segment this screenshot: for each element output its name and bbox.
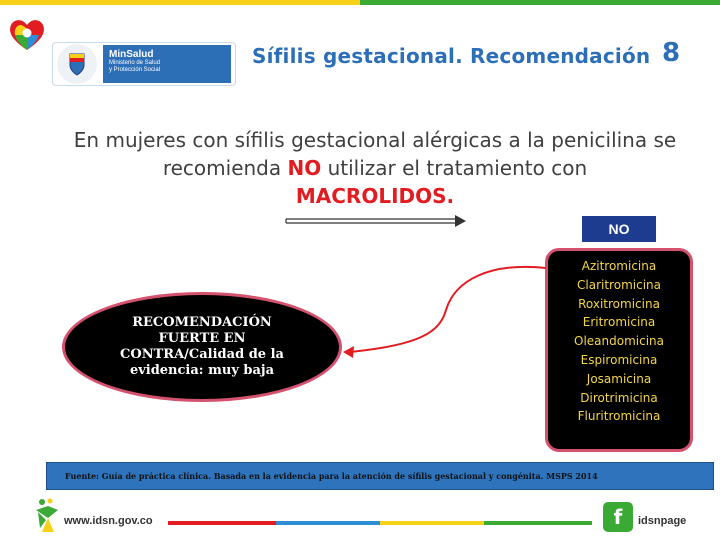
- ministry-subtitle-1: Ministerio de Salud: [109, 60, 161, 66]
- top-bar-green: [360, 0, 720, 5]
- list-item: Roxitromicina: [578, 296, 660, 311]
- colombia-shield-icon: [57, 44, 97, 84]
- macrolides-list: [545, 248, 693, 452]
- statement-highlight-macrolidos: MACROLIDOS.: [295, 184, 455, 208]
- ministry-subtitle-2: y Protección Social: [109, 67, 161, 73]
- facebook-icon[interactable]: f: [603, 502, 633, 532]
- recommendation-statement: [60, 126, 690, 210]
- idsn-logo-icon: [34, 498, 62, 534]
- footer-stripe-blue: [276, 521, 380, 525]
- list-item: Azitromicina: [581, 259, 657, 273]
- list-item: Fluritromicina: [577, 409, 661, 424]
- heart-logo-icon: [8, 16, 46, 52]
- source-bar: [46, 462, 714, 490]
- statement-part-2: utilizar el tratamiento con: [327, 156, 588, 180]
- ministry-name: MinSalud: [109, 49, 154, 60]
- slide-title: Sífilis gestacional. Recomendación: [252, 44, 651, 68]
- website-link[interactable]: www.idsn.gov.co: [64, 515, 153, 527]
- recommendation-line-4: evidencia: muy baja: [129, 363, 275, 378]
- list-item: Espiromicina: [580, 352, 658, 367]
- recommendation-ellipse: [62, 292, 342, 402]
- recommendation-line-3: CONTRA/Calidad de la: [120, 347, 284, 362]
- facebook-handle[interactable]: idsnpage: [638, 515, 687, 527]
- list-item: Eritromicina: [582, 315, 656, 330]
- statement-part-1: En mujeres con sífilis gestacional alérgicas a la penicilina se recomienda: [73, 128, 677, 180]
- minsalud-logo: [52, 42, 236, 86]
- top-color-bar: [0, 0, 720, 5]
- footer-stripe-yellow: [380, 521, 484, 525]
- footer-stripe-green: [484, 521, 592, 525]
- recommendation-line-2: FUERTE EN: [158, 331, 246, 346]
- list-item: Oleandomicina: [574, 334, 664, 349]
- list-item: Claritromicina: [577, 277, 661, 292]
- slide-number: 8: [662, 38, 681, 68]
- no-label: NO: [582, 216, 656, 242]
- top-bar-yellow: [0, 0, 360, 5]
- minsalud-box: [103, 45, 231, 83]
- right-arrow-icon: [285, 214, 467, 228]
- footer-stripe-red: [168, 521, 276, 525]
- recommendation-text: [102, 315, 302, 379]
- source-citation: Fuente: Guía de práctica clínica. Basada en la evidencia para la atención de sífilis gestacional y congénita. MSPS 2014: [65, 471, 598, 481]
- list-item: Dirotrimicina: [580, 390, 658, 405]
- recommendation-line-1: RECOMENDACIÓN: [132, 315, 272, 330]
- statement-highlight-no: NO: [287, 156, 322, 180]
- list-item: Josamicina: [586, 371, 652, 386]
